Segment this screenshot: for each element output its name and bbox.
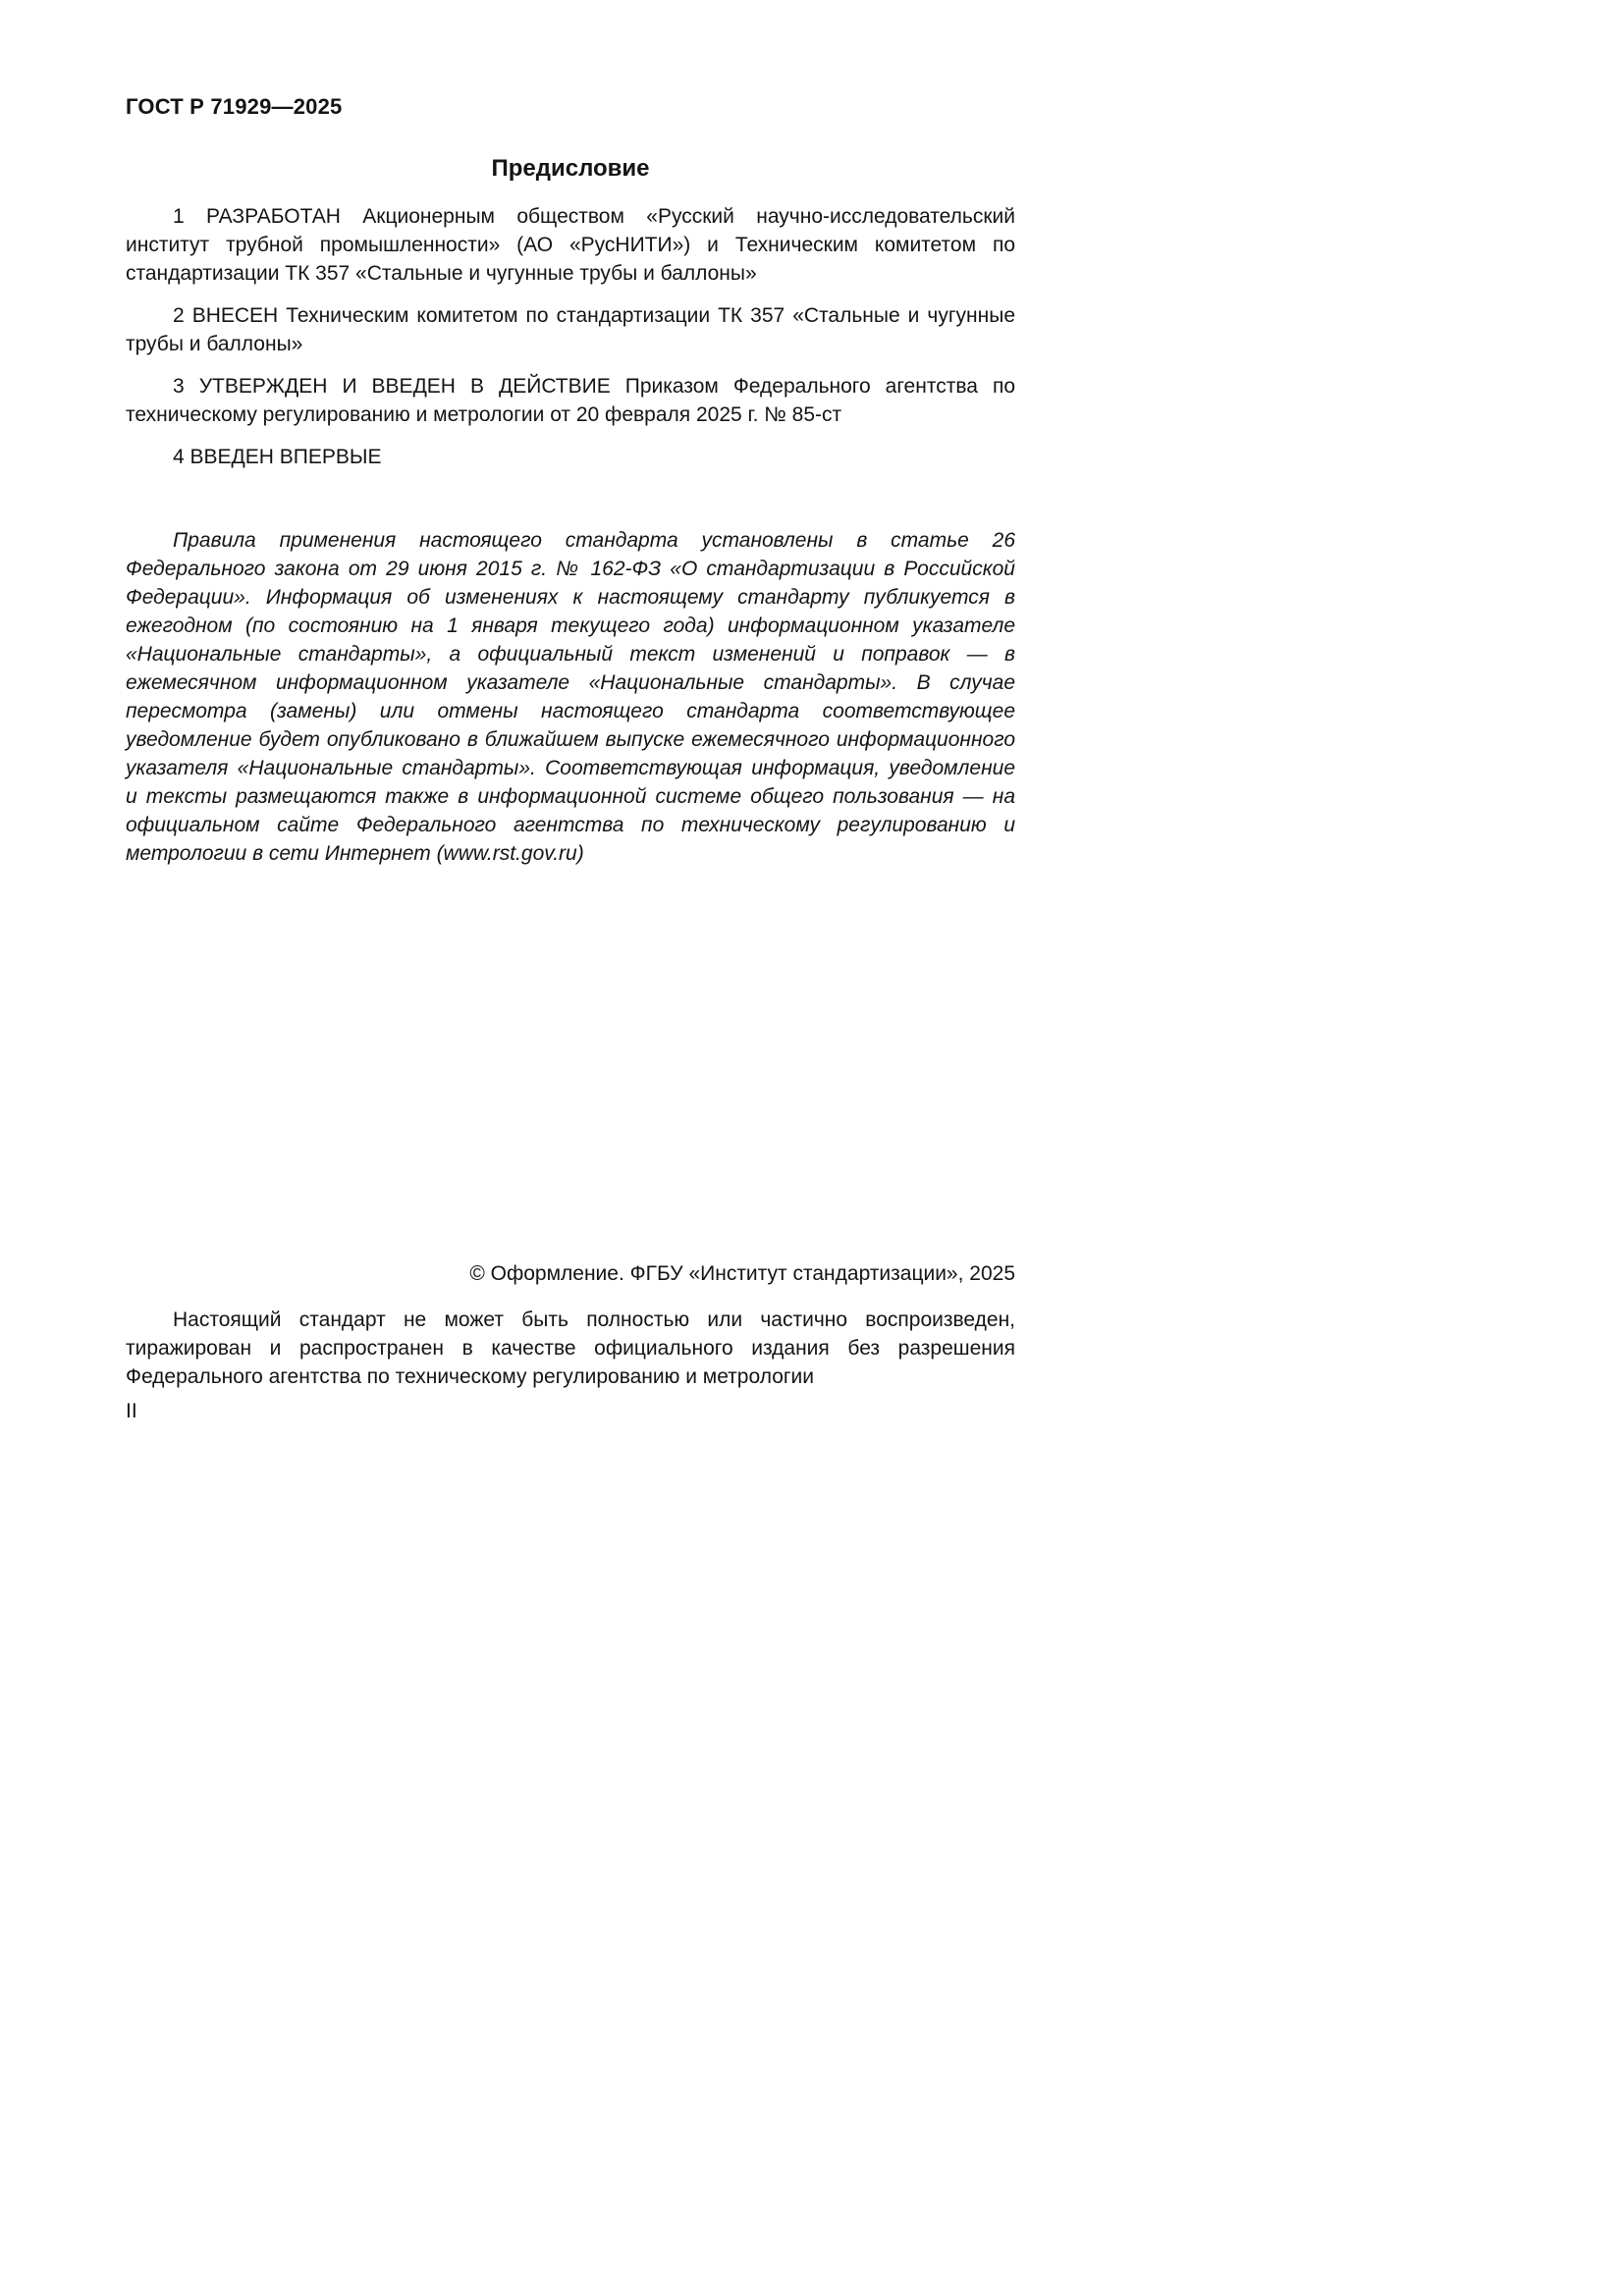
foreword-item-2: 2 ВНЕСЕН Техническим комитетом по стандартизации ТК 357 «Стальные и чугунные трубы и баллоны»: [126, 304, 1015, 355]
foreword-item-1: 1 РАЗРАБОТАН Акционерным обществом «Русский научно-исследовательский институт трубной промышленности» (АО «РусНИТИ») и Техническим комитетом по стандартизации ТК 357 «Стальные и чугунные трубы и баллоны»: [126, 205, 1015, 285]
page-number: II: [126, 1400, 137, 1422]
foreword-item-3: 3 УТВЕРЖДЕН И ВВЕДЕН В ДЕЙСТВИЕ Приказом Федерального агентства по техническому регулированию и метрологии от 20 февраля 2025 г. № 85-ст: [126, 375, 1015, 426]
legal-notice: Правила применения настоящего стандарта установлены в статье 26 Федерального закона от 29 июня 2015 г. № 162-ФЗ «О стандартизации в Российской Федерации». Информация об изменениях к настоящему стандарту публикуется в ежегодном (по состоянию на 1 января текущего года) информационном указателе «Национальные стандарты», а официальный текст изменений и поправок — в ежемесячном информационном указателе «Национальные стандарты». В случае пересмотра (замены) или отмены настоящего стандарта соответствующее уведомление будет опубликовано в ближайшем выпуске ежемесячного информационного указателя «Национальные стандарты». Соответствующая информация, уведомление и тексты размещаются также в информационной системе общего пользования — на официальном сайте Федерального агентства по техническому регулированию и метрологии в сети Интернет (www.rst.gov.ru): [126, 529, 1015, 865]
copyright-line: © Оформление. ФГБУ «Институт стандартизации», 2025: [469, 1262, 1015, 1285]
distribution-restriction-notice: Настоящий стандарт не может быть полностью или частично воспроизведен, тиражирован и распространен в качестве официального издания без разрешения Федерального агентства по техническому регулированию и метрологии: [126, 1308, 1015, 1388]
page-footer: [126, 1259, 1015, 1425]
foreword-item-4: 4 ВВЕДЕН ВПЕРВЫЕ: [173, 446, 382, 468]
doc-code: ГОСТ Р 71929—2025: [126, 94, 343, 119]
page-content: [126, 94, 1015, 868]
page-title: Предисловие: [491, 155, 650, 182]
